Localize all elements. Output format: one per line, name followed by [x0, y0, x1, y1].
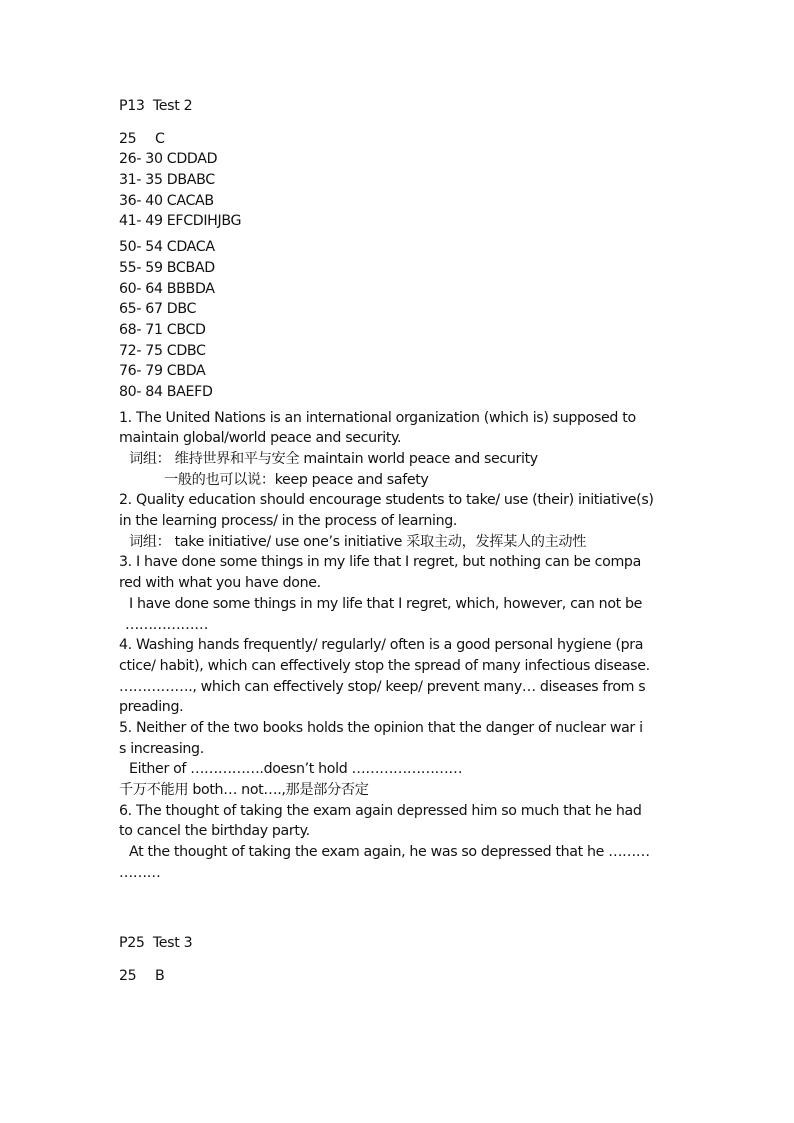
answer-line: 41- 49 EFCDIHJBG	[119, 213, 242, 230]
alternative-answer: At the thought of taking the exam again, he was so depressed that he ………	[129, 844, 650, 861]
answer-line: 65- 67 DBC	[119, 301, 197, 318]
answer-key-page	[119, 96, 684, 987]
alternative-answer: ……………., which can effectively stop/ keep/ prevent many… diseases from s	[119, 678, 646, 695]
alternative-answer: I have done some things in my life that I regret, which, however, can not be	[129, 595, 643, 612]
alternative-answer: ………	[119, 864, 161, 881]
translation-line: maintain global/world peace and security.	[119, 430, 402, 447]
translation-line: ctice/ habit), which can effectively stop the spread of many infectious disease.	[119, 657, 650, 674]
answer-line	[119, 966, 684, 987]
section-heading: P25 Test 3	[119, 935, 193, 952]
translation-line: 4. Washing hands frequently/ regularly/ often is a good personal hygiene (pra	[119, 637, 644, 654]
translation-line: 5. Neither of the two books holds the opinion that the danger of nuclear war i	[119, 719, 643, 736]
answer-line: 31- 35 DBABC	[119, 172, 215, 189]
translation-line: preading.	[119, 699, 184, 716]
translation-line: s increasing.	[119, 740, 204, 757]
answer-line: 72- 75 CDBC	[119, 342, 206, 359]
answer-line: 80- 84 BAEFD	[119, 383, 213, 400]
phrase-note: 词组： 维持世界和平与安全 maintain world peace and security	[129, 451, 538, 467]
translation-line: 6. The thought of taking the exam again depressed him so much that he had	[119, 802, 642, 819]
translation-line: 3. I have done some things in my life that I regret, but nothing can be compa	[119, 554, 641, 571]
answer-letter: C	[155, 130, 165, 147]
translation-line: red with what you have done.	[119, 575, 321, 592]
translation-line: 1. The United Nations is an international organization (which is) supposed to	[119, 409, 636, 426]
answer-line	[119, 129, 684, 150]
alternative-answer: Either of …………….doesn’t hold ……………………	[129, 761, 463, 778]
answer-line: 68- 71 CBCD	[119, 321, 206, 338]
translation-line: to cancel the birthday party.	[119, 823, 310, 840]
answer-line: 36- 40 CACAB	[119, 192, 214, 209]
alternative-answer: ………………	[125, 616, 209, 633]
translation-line: 2. Quality education should encourage students to take/ use (their) initiative(s)	[119, 492, 654, 509]
answer-line: 76- 79 CBDA	[119, 363, 206, 380]
answer-letter: B	[155, 968, 165, 985]
translation-line: in the learning process/ in the process of learning.	[119, 513, 458, 530]
answer-line: 60- 64 BBBDA	[119, 280, 215, 297]
question-number: 25	[119, 968, 137, 985]
answer-line: 55- 59 BCBAD	[119, 259, 215, 276]
section-heading: P13 Test 2	[119, 98, 193, 114]
phrase-note: 词组： take initiative/ use one’s initiative 采取主动，发挥某人的主动性	[129, 533, 587, 550]
answer-line: 50- 54 CDACA	[119, 239, 215, 256]
question-number: 25	[119, 130, 137, 147]
answer-line: 26- 30 CDDAD	[119, 151, 218, 168]
phrase-note: 千万不能用 both… not….,那是部分否定	[119, 782, 369, 798]
phrase-note: 一般的也可以说：keep peace and safety	[164, 471, 429, 488]
